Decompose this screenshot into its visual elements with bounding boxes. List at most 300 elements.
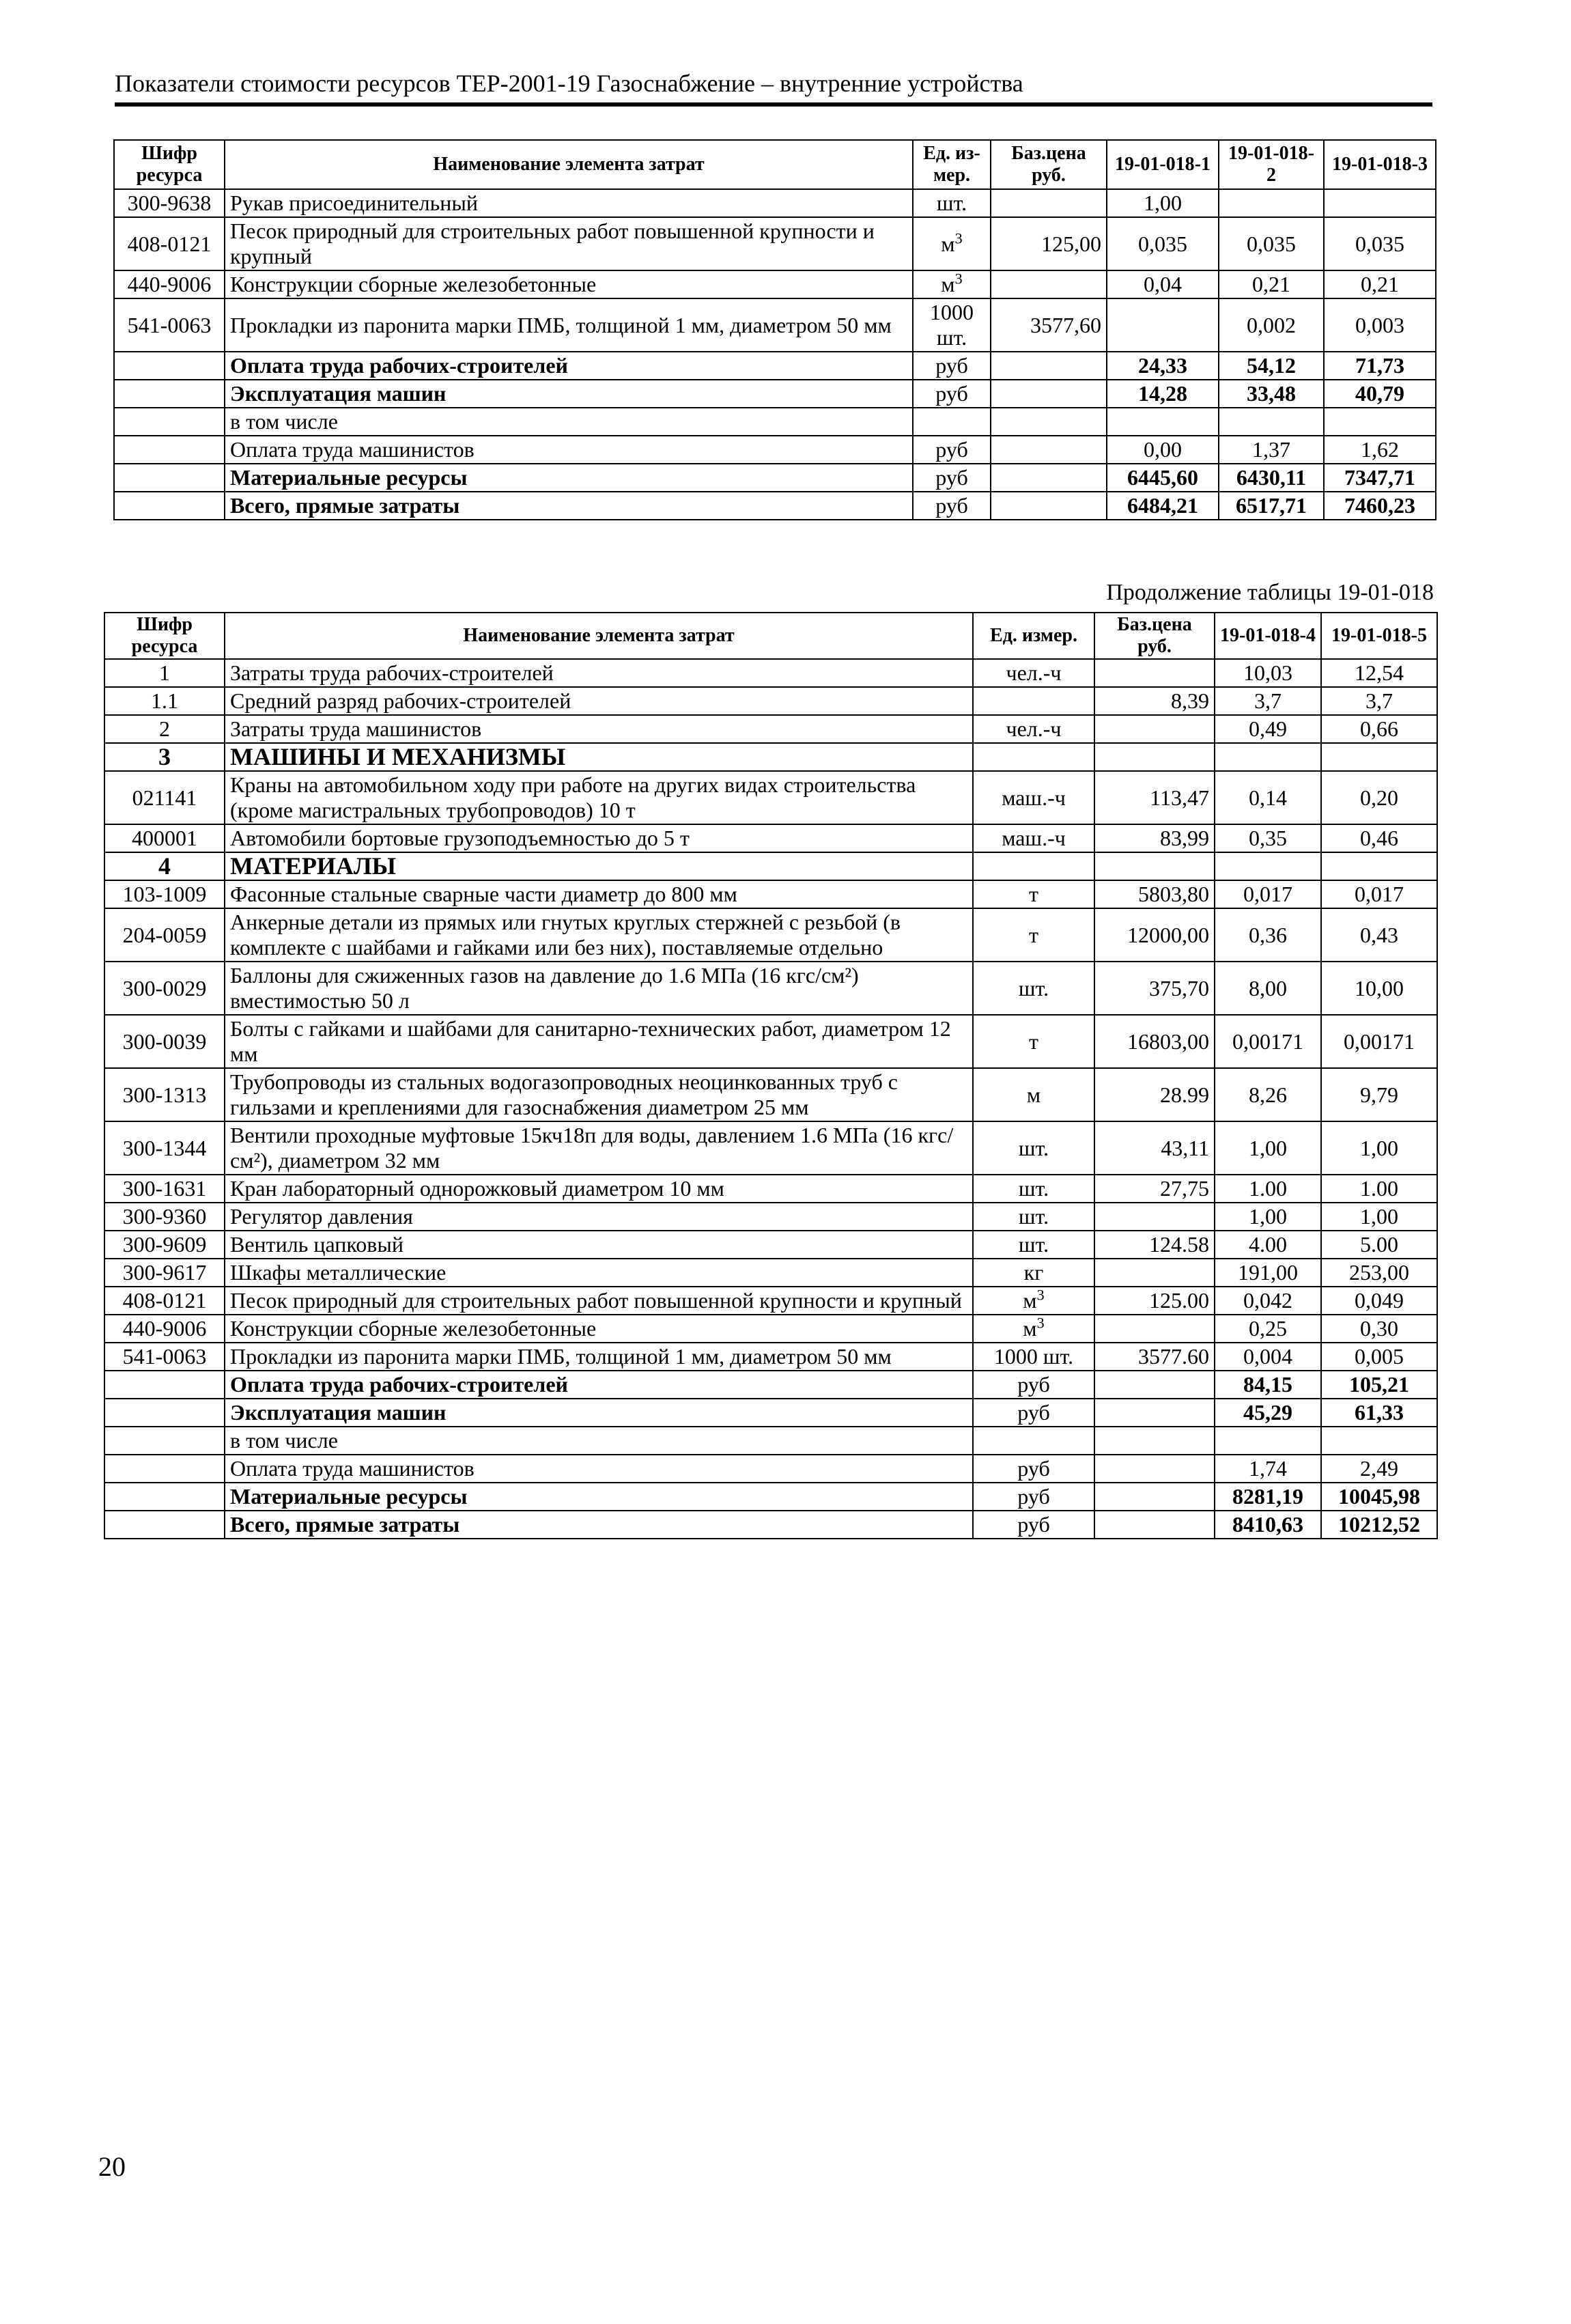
- base-price: [1094, 1259, 1215, 1287]
- unit-text: т: [1029, 882, 1038, 906]
- norm-value-5: 0,20: [1321, 771, 1437, 824]
- empty-code-cell: [114, 408, 225, 436]
- resource-code: 300-9609: [104, 1231, 225, 1259]
- header-code: Шифр ресурса: [114, 140, 225, 189]
- total-value-2: 1,37: [1219, 436, 1324, 464]
- norm-value-5: 3,7: [1321, 687, 1437, 715]
- unit-text: т: [1029, 1028, 1038, 1054]
- empty-price-cell: [1094, 1371, 1215, 1399]
- base-price: [1094, 852, 1215, 880]
- total-value-5: 10212,52: [1321, 1511, 1437, 1539]
- unit-superscript: 3: [1036, 1287, 1045, 1304]
- norm-value-4: 4.00: [1215, 1231, 1321, 1259]
- unit-text: шт.: [1018, 1176, 1049, 1201]
- unit-cell: [973, 1315, 1094, 1343]
- empty-price-cell: [1094, 1399, 1215, 1427]
- total-row: [114, 408, 1436, 436]
- resource-name: Трубопроводы из стальных водогазопроводных неоцинкованных труб с гильзами и креплениями для газоснабжения диаметром 25 мм: [225, 1068, 973, 1121]
- norm-value-4: 0,25: [1215, 1315, 1321, 1343]
- unit-cell: [973, 659, 1094, 687]
- table-row: [114, 270, 1436, 298]
- header-rule: [115, 102, 1432, 107]
- base-price: 5803,80: [1094, 880, 1215, 908]
- total-value-3: 7460,23: [1324, 492, 1436, 520]
- unit-text: шт.: [1018, 1204, 1049, 1229]
- unit-superscript: 3: [1036, 1315, 1045, 1332]
- base-price: 124.58: [1094, 1231, 1215, 1259]
- resource-name: МАШИНЫ И МЕХАНИЗМЫ: [225, 743, 973, 771]
- norm-value-1: 0,04: [1107, 270, 1219, 298]
- resource-name: Песок природный для строительных работ повышенной крупности и крупный: [225, 1287, 973, 1315]
- header-norm-3: 19-01-018-3: [1324, 140, 1436, 189]
- unit-cell: [973, 771, 1094, 824]
- section-row: [104, 852, 1437, 880]
- norm-value-5: 0,30: [1321, 1315, 1437, 1343]
- total-label: Оплата труда рабочих-строителей: [225, 352, 913, 380]
- total-row: [104, 1399, 1437, 1427]
- total-label: Всего, прямые затраты: [225, 492, 913, 520]
- total-value-5: 61,33: [1321, 1399, 1437, 1427]
- resource-cost-table-1: [113, 139, 1436, 520]
- norm-value-1: 1,00: [1107, 189, 1219, 217]
- unit-text: шт.: [1018, 1232, 1049, 1257]
- base-price: [1094, 659, 1215, 687]
- base-price: 16803,00: [1094, 1015, 1215, 1068]
- total-value-2: 6517,71: [1219, 492, 1324, 520]
- table-row: [104, 880, 1437, 908]
- resource-code: 3: [104, 743, 225, 771]
- total-label: Материальные ресурсы: [225, 1483, 973, 1511]
- table-row: [114, 189, 1436, 217]
- total-label: в том числе: [225, 1427, 973, 1455]
- table-row: [104, 1175, 1437, 1203]
- page-number: 20: [98, 2151, 126, 2182]
- norm-value-5: 5.00: [1321, 1231, 1437, 1259]
- table-row: [104, 1315, 1437, 1343]
- norm-value-3: 0,035: [1324, 217, 1436, 270]
- resource-name: Автомобили бортовые грузоподъемностью до 5 т: [225, 824, 973, 852]
- total-unit: руб: [973, 1511, 1094, 1539]
- base-price: [1094, 1203, 1215, 1231]
- total-value-4: 45,29: [1215, 1399, 1321, 1427]
- total-unit: руб: [913, 352, 991, 380]
- resource-name: Вентили проходные муфтовые 15кч18п для воды, давлением 1.6 МПа (16 кгс/см²), диаметром 32 мм: [225, 1121, 973, 1175]
- unit-superscript: 3: [954, 229, 963, 247]
- total-value-2: 33,48: [1219, 380, 1324, 408]
- header-norm-5: 19-01-018-5: [1321, 613, 1437, 659]
- norm-value-5: 0,43: [1321, 908, 1437, 962]
- total-row: [104, 1371, 1437, 1399]
- norm-value-4: 1.00: [1215, 1175, 1321, 1203]
- unit-text: кг: [1023, 1260, 1044, 1285]
- total-value-2: 54,12: [1219, 352, 1324, 380]
- header-norm-2: 19-01-018-2: [1219, 140, 1324, 189]
- resource-code: 300-1631: [104, 1175, 225, 1203]
- unit-text: чел.-ч: [1006, 716, 1062, 741]
- norm-value-4: 8,26: [1215, 1068, 1321, 1121]
- base-price: 113,47: [1094, 771, 1215, 824]
- base-price: [1094, 1315, 1215, 1343]
- base-price: 12000,00: [1094, 908, 1215, 962]
- table-row: [104, 1203, 1437, 1231]
- unit-text: м: [1023, 1288, 1037, 1313]
- total-value-1: [1107, 408, 1219, 436]
- header-code: Шифр ресурса: [104, 613, 225, 659]
- resource-name: Прокладки из паронита марки ПМБ, толщиной 1 мм, диаметром 50 мм: [225, 298, 913, 352]
- total-value-3: 1,62: [1324, 436, 1436, 464]
- unit-text: т: [1029, 922, 1038, 947]
- total-label: Оплата труда машинистов: [225, 436, 913, 464]
- table-row: [104, 1343, 1437, 1371]
- total-label: Оплата труда машинистов: [225, 1455, 973, 1483]
- norm-value-4: 0,00171: [1215, 1015, 1321, 1068]
- total-value-5: 10045,98: [1321, 1483, 1437, 1511]
- norm-value-4: 1,00: [1215, 1121, 1321, 1175]
- norm-value-4: 191,00: [1215, 1259, 1321, 1287]
- base-price: [991, 270, 1107, 298]
- total-value-4: [1215, 1427, 1321, 1455]
- table-row: [104, 962, 1437, 1015]
- total-value-1: 6484,21: [1107, 492, 1219, 520]
- empty-code-cell: [104, 1371, 225, 1399]
- total-value-5: [1321, 1427, 1437, 1455]
- empty-code-cell: [104, 1483, 225, 1511]
- resource-code: 440-9006: [114, 270, 225, 298]
- norm-value-3: 0,003: [1324, 298, 1436, 352]
- resource-name: Кран лабораторный однорожковый диаметром 10 мм: [225, 1175, 973, 1203]
- header-unit: Ед. измер.: [973, 613, 1094, 659]
- unit-superscript: 3: [954, 270, 963, 288]
- continuation-label: Продолжение таблицы 19-01-018: [1106, 580, 1434, 605]
- empty-code-cell: [104, 1427, 225, 1455]
- unit-text: 1000 шт.: [993, 1344, 1074, 1369]
- header-price: Баз.цена руб.: [1094, 613, 1215, 659]
- unit-text: шт.: [1018, 1135, 1049, 1160]
- resource-name: Затраты труда рабочих-строителей: [225, 659, 973, 687]
- empty-code-cell: [114, 380, 225, 408]
- unit-text: маш.-ч: [1002, 785, 1066, 810]
- empty-price-cell: [1094, 1511, 1215, 1539]
- empty-code-cell: [114, 352, 225, 380]
- table-row: [104, 1259, 1437, 1287]
- table-row: [104, 715, 1437, 743]
- total-value-5: 2,49: [1321, 1455, 1437, 1483]
- resource-code: 021141: [104, 771, 225, 824]
- norm-value-5: 0,00171: [1321, 1015, 1437, 1068]
- norm-value-4: [1215, 852, 1321, 880]
- empty-price-cell: [991, 408, 1107, 436]
- table-row: [114, 298, 1436, 352]
- base-price: 3577.60: [1094, 1343, 1215, 1371]
- total-value-3: 7347,71: [1324, 464, 1436, 492]
- total-value-1: 24,33: [1107, 352, 1219, 380]
- empty-code-cell: [114, 464, 225, 492]
- norm-value-1: 0,035: [1107, 217, 1219, 270]
- total-value-2: 6430,11: [1219, 464, 1324, 492]
- unit-text: маш.-ч: [1002, 826, 1066, 850]
- resource-name: Анкерные детали из прямых или гнутых круглых стержней с резьбой (в комплекте с шайбами и гайками или без них), поставляемые отдельно: [225, 908, 973, 962]
- resource-code: 4: [104, 852, 225, 880]
- norm-value-4: 0,004: [1215, 1343, 1321, 1371]
- base-price: 83,99: [1094, 824, 1215, 852]
- unit-cell: [913, 298, 991, 352]
- unit-cell: [973, 715, 1094, 743]
- total-row: [114, 492, 1436, 520]
- unit-cell: [973, 1203, 1094, 1231]
- resource-code: 440-9006: [104, 1315, 225, 1343]
- norm-value-5: 0,66: [1321, 715, 1437, 743]
- unit-cell: [973, 1015, 1094, 1068]
- resource-code: 103-1009: [104, 880, 225, 908]
- empty-code-cell: [114, 492, 225, 520]
- resource-name: Рукав присоединительный: [225, 189, 913, 217]
- total-value-1: 0,00: [1107, 436, 1219, 464]
- unit-cell: [913, 270, 991, 298]
- resource-name: Болты с гайками и шайбами для санитарно-технических работ, диаметром 12 мм: [225, 1015, 973, 1068]
- unit-cell: [973, 687, 1094, 715]
- norm-value-4: 8,00: [1215, 962, 1321, 1015]
- total-value-3: 40,79: [1324, 380, 1436, 408]
- norm-value-3: 0,21: [1324, 270, 1436, 298]
- total-value-1: 6445,60: [1107, 464, 1219, 492]
- header-unit: Ед. из-мер.: [913, 140, 991, 189]
- norm-value-5: [1321, 743, 1437, 771]
- empty-price-cell: [991, 464, 1107, 492]
- resource-name: Шкафы металлические: [225, 1259, 973, 1287]
- resource-name: Конструкции сборные железобетонные: [225, 1315, 973, 1343]
- unit-text: шт.: [936, 191, 967, 215]
- unit-cell: [973, 1343, 1094, 1371]
- total-label: Всего, прямые затраты: [225, 1511, 973, 1539]
- norm-value-5: 0,017: [1321, 880, 1437, 908]
- table-row: [104, 1015, 1437, 1068]
- total-value-1: 14,28: [1107, 380, 1219, 408]
- total-row: [104, 1455, 1437, 1483]
- norm-value-4: [1215, 743, 1321, 771]
- total-unit: руб: [973, 1483, 1094, 1511]
- norm-value-2: 0,002: [1219, 298, 1324, 352]
- norm-value-5: 12,54: [1321, 659, 1437, 687]
- resource-code: 541-0063: [104, 1343, 225, 1371]
- total-value-4: 1,74: [1215, 1455, 1321, 1483]
- norm-value-4: 0,36: [1215, 908, 1321, 962]
- empty-code-cell: [104, 1511, 225, 1539]
- empty-price-cell: [991, 380, 1107, 408]
- empty-price-cell: [991, 352, 1107, 380]
- unit-text: м: [941, 272, 955, 296]
- table-row: [104, 1231, 1437, 1259]
- norm-value-5: 9,79: [1321, 1068, 1437, 1121]
- resource-name: Затраты труда машинистов: [225, 715, 973, 743]
- base-price: 3577,60: [991, 298, 1107, 352]
- total-row: [114, 464, 1436, 492]
- resource-name: Баллоны для сжиженных газов на давление до 1.6 МПа (16 кгс/см²) вместимостью 50 л: [225, 962, 973, 1015]
- total-row: [104, 1427, 1437, 1455]
- base-price: 125.00: [1094, 1287, 1215, 1315]
- resource-code: 408-0121: [114, 217, 225, 270]
- resource-code: 408-0121: [104, 1287, 225, 1315]
- table-row: [104, 908, 1437, 962]
- norm-value-2: [1219, 189, 1324, 217]
- resource-code: 204-0059: [104, 908, 225, 962]
- unit-cell: [973, 1175, 1094, 1203]
- total-unit: [913, 408, 991, 436]
- total-row: [114, 352, 1436, 380]
- norm-value-5: 253,00: [1321, 1259, 1437, 1287]
- unit-cell: [973, 962, 1094, 1015]
- empty-code-cell: [114, 436, 225, 464]
- resource-name: Средний разряд рабочих-строителей: [225, 687, 973, 715]
- resource-code: 541-0063: [114, 298, 225, 352]
- unit-cell: [973, 743, 1094, 771]
- empty-price-cell: [991, 436, 1107, 464]
- total-row: [104, 1511, 1437, 1539]
- base-price: 8,39: [1094, 687, 1215, 715]
- unit-text: м: [941, 231, 955, 256]
- unit-cell: [973, 880, 1094, 908]
- table-row: [104, 1121, 1437, 1175]
- resource-name: Регулятор давления: [225, 1203, 973, 1231]
- total-unit: [973, 1427, 1094, 1455]
- resource-code: 1: [104, 659, 225, 687]
- resource-name: Вентиль цапковый: [225, 1231, 973, 1259]
- resource-code: 1.1: [104, 687, 225, 715]
- header-name: Наименование элемента затрат: [225, 140, 913, 189]
- total-value-4: 8410,63: [1215, 1511, 1321, 1539]
- empty-price-cell: [1094, 1483, 1215, 1511]
- total-value-5: 105,21: [1321, 1371, 1437, 1399]
- norm-value-4: 0,49: [1215, 715, 1321, 743]
- norm-value-4: 0,35: [1215, 824, 1321, 852]
- base-price: 27,75: [1094, 1175, 1215, 1203]
- norm-value-5: [1321, 852, 1437, 880]
- resource-code: 2: [104, 715, 225, 743]
- base-price: 125,00: [991, 217, 1107, 270]
- norm-value-4: 10,03: [1215, 659, 1321, 687]
- resource-code: 300-0039: [104, 1015, 225, 1068]
- table-row: [104, 687, 1437, 715]
- norm-value-5: 0,46: [1321, 824, 1437, 852]
- base-price: [1094, 715, 1215, 743]
- total-value-3: 71,73: [1324, 352, 1436, 380]
- unit-text: м: [1026, 1082, 1041, 1107]
- unit-text: 1000 шт.: [930, 300, 974, 350]
- norm-value-4: 0,042: [1215, 1287, 1321, 1315]
- total-value-3: [1324, 408, 1436, 436]
- resource-code: 300-9617: [104, 1259, 225, 1287]
- unit-cell: [913, 217, 991, 270]
- norm-value-3: [1324, 189, 1436, 217]
- unit-cell: [973, 1287, 1094, 1315]
- total-label: Эксплуатация машин: [225, 380, 913, 408]
- empty-price-cell: [1094, 1427, 1215, 1455]
- resource-code: 300-9638: [114, 189, 225, 217]
- norm-value-5: 1,00: [1321, 1203, 1437, 1231]
- table-row: [104, 659, 1437, 687]
- resource-name: Фасонные стальные сварные части диаметр до 800 мм: [225, 880, 973, 908]
- header-price: Баз.цена руб.: [991, 140, 1107, 189]
- total-label: Оплата труда рабочих-строителей: [225, 1371, 973, 1399]
- table-row: [104, 824, 1437, 852]
- resource-name: Песок природный для строительных работ повышенной крупности и крупный: [225, 217, 913, 270]
- norm-value-4: 0,017: [1215, 880, 1321, 908]
- base-price: [991, 189, 1107, 217]
- resource-name: Прокладки из паронита марки ПМБ, толщиной 1 мм, диаметром 50 мм: [225, 1343, 973, 1371]
- norm-value-5: 1,00: [1321, 1121, 1437, 1175]
- total-unit: руб: [913, 464, 991, 492]
- resource-name: МАТЕРИАЛЫ: [225, 852, 973, 880]
- total-unit: руб: [973, 1455, 1094, 1483]
- norm-value-4: 1,00: [1215, 1203, 1321, 1231]
- resource-code: 300-9360: [104, 1203, 225, 1231]
- resource-code: 400001: [104, 824, 225, 852]
- norm-value-5: 0,005: [1321, 1343, 1437, 1371]
- section-row: [104, 743, 1437, 771]
- base-price: 43,11: [1094, 1121, 1215, 1175]
- header-norm-4: 19-01-018-4: [1215, 613, 1321, 659]
- norm-value-5: 0,049: [1321, 1287, 1437, 1315]
- empty-code-cell: [104, 1399, 225, 1427]
- table-row: [104, 771, 1437, 824]
- page-header-title: Показатели стоимости ресурсов ТЕР-2001-19 Газоснабжение – внутренние устройства: [115, 70, 1023, 97]
- total-row: [114, 380, 1436, 408]
- unit-cell: [973, 1259, 1094, 1287]
- norm-value-1: [1107, 298, 1219, 352]
- table-row: [114, 217, 1436, 270]
- total-unit: руб: [913, 492, 991, 520]
- total-unit: руб: [973, 1399, 1094, 1427]
- norm-value-5: 10,00: [1321, 962, 1437, 1015]
- unit-text: м: [1023, 1316, 1037, 1341]
- total-row: [114, 436, 1436, 464]
- total-unit: руб: [913, 436, 991, 464]
- total-label: в том числе: [225, 408, 913, 436]
- norm-value-4: 3,7: [1215, 687, 1321, 715]
- resource-code: 300-0029: [104, 962, 225, 1015]
- base-price: [1094, 743, 1215, 771]
- norm-value-5: 1.00: [1321, 1175, 1437, 1203]
- unit-cell: [973, 824, 1094, 852]
- unit-cell: [913, 189, 991, 217]
- resource-code: 300-1344: [104, 1121, 225, 1175]
- table-row: [104, 1287, 1437, 1315]
- total-row: [104, 1483, 1437, 1511]
- total-label: Материальные ресурсы: [225, 464, 913, 492]
- unit-cell: [973, 1121, 1094, 1175]
- unit-cell: [973, 908, 1094, 962]
- norm-value-2: 0,21: [1219, 270, 1324, 298]
- empty-code-cell: [104, 1455, 225, 1483]
- unit-cell: [973, 1068, 1094, 1121]
- unit-cell: [973, 852, 1094, 880]
- norm-value-4: 0,14: [1215, 771, 1321, 824]
- base-price: 28.99: [1094, 1068, 1215, 1121]
- total-unit: руб: [913, 380, 991, 408]
- unit-text: шт.: [1018, 975, 1049, 1000]
- empty-price-cell: [991, 492, 1107, 520]
- resource-code: 300-1313: [104, 1068, 225, 1121]
- unit-text: чел.-ч: [1006, 660, 1062, 685]
- header-norm-1: 19-01-018-1: [1107, 140, 1219, 189]
- resource-name: Конструкции сборные железобетонные: [225, 270, 913, 298]
- total-unit: руб: [973, 1371, 1094, 1399]
- total-value-2: [1219, 408, 1324, 436]
- table-row: [104, 1068, 1437, 1121]
- total-value-4: 84,15: [1215, 1371, 1321, 1399]
- unit-cell: [973, 1231, 1094, 1259]
- resource-cost-table-2: [104, 612, 1438, 1539]
- resource-name: Краны на автомобильном ходу при работе на других видах строительства (кроме магистральных трубопроводов) 10 т: [225, 771, 973, 824]
